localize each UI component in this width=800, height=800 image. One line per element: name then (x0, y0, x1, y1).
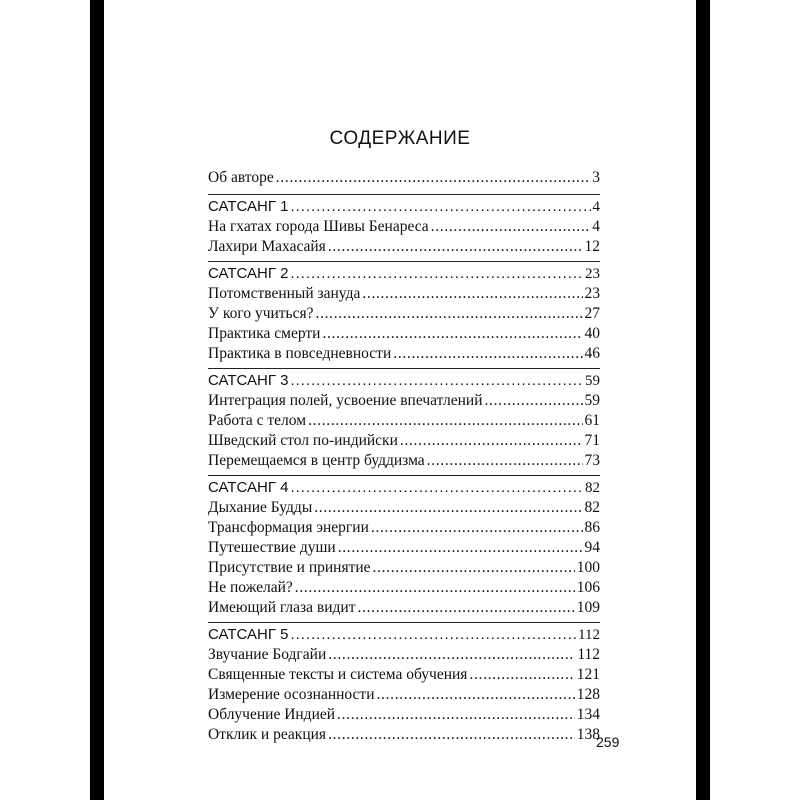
right-page-edge (696, 0, 710, 800)
toc-entry-page: 128 (576, 686, 600, 703)
dot-leader (290, 197, 590, 217)
toc-entry-page: 3 (592, 169, 600, 186)
toc-entry-page: 59 (584, 392, 600, 409)
toc-entry-page: 73 (584, 452, 600, 469)
toc-entry-page: 12 (584, 238, 600, 255)
dot-leader (358, 598, 575, 618)
dot-leader (362, 284, 582, 304)
toc-entry-page: 109 (576, 599, 600, 616)
toc-entry-page: 86 (584, 519, 600, 536)
toc-entry-label: Потомственный зануда (208, 285, 361, 302)
toc-entry-page: 94 (584, 539, 600, 556)
toc-entry-label: Трансформация энергии (208, 519, 369, 536)
dot-leader (328, 725, 575, 745)
toc-entry-label: Работа с телом (208, 412, 307, 429)
toc-entry-page: 82 (585, 480, 600, 496)
toc-entry-label: Облучение Индией (208, 706, 336, 723)
toc-entry-page: 46 (584, 345, 600, 362)
toc-entry-label: Дыхание Будды (208, 499, 313, 516)
dot-leader (295, 578, 575, 598)
toc-entry-page: 112 (578, 627, 600, 643)
dot-leader (290, 478, 583, 498)
toc-entry-intro (208, 168, 600, 188)
dot-leader (316, 304, 583, 324)
toc-entry-page: 71 (584, 432, 600, 449)
toc-entry-label: Практика в повседневности (208, 345, 392, 362)
dot-leader (485, 391, 583, 411)
dot-leader (393, 344, 582, 364)
dot-leader (308, 411, 582, 431)
dot-leader (400, 431, 583, 451)
dot-leader (328, 645, 575, 665)
toc-entry (208, 725, 600, 745)
toc-entry (208, 344, 600, 364)
toc-entry-page: 23 (585, 266, 600, 282)
dot-leader (377, 685, 575, 705)
toc-entry-label: САТСАНГ 1 (208, 198, 289, 215)
toc-entry-page: 100 (576, 559, 600, 576)
toc-entry-label: Священные тексты и система обучения (208, 666, 468, 683)
toc-entry-label: САТСАНГ 2 (208, 265, 289, 282)
toc-entry (208, 578, 600, 598)
toc-entry (208, 431, 600, 451)
toc-entry-label: САТСАНГ 3 (208, 372, 289, 389)
toc-entry (208, 645, 600, 665)
toc-entry (208, 705, 600, 725)
page-title: СОДЕРЖАНИЕ (329, 128, 471, 149)
toc-entry (208, 665, 600, 685)
dot-leader (322, 324, 582, 344)
toc-entry-page: 106 (576, 579, 600, 596)
toc-entry-label: У кого учиться? (208, 305, 314, 322)
toc-entry-label: САТСАНГ 5 (208, 626, 289, 643)
dot-leader (290, 371, 583, 391)
dot-leader (427, 451, 583, 471)
toc-entry (208, 518, 600, 538)
section-divider (208, 475, 600, 476)
toc-entry-label: Шведский стол по-индийски (208, 432, 398, 449)
section-divider (208, 622, 600, 623)
section-divider (208, 194, 600, 195)
section-heading (208, 478, 600, 498)
toc-entry-page: 59 (585, 373, 600, 389)
left-page-edge (90, 0, 104, 800)
toc-entry-label: Лахири Махасайя (208, 238, 326, 255)
toc-entry-label: Путешествие души (208, 539, 336, 556)
toc-entry (208, 284, 600, 304)
dot-leader (290, 625, 576, 645)
page-number: 259 (596, 734, 620, 750)
toc-entry-label: Отклик и реакция (208, 726, 327, 743)
toc-entry-page: 112 (577, 646, 600, 663)
toc-entry-label: САТСАНГ 4 (208, 479, 289, 496)
toc-entry (208, 598, 600, 618)
toc-entry-label: Не пожелай? (208, 579, 293, 596)
toc-entry-page: 134 (576, 706, 600, 723)
toc-entry-label: На гхатах города Шивы Бенареса (208, 218, 429, 235)
toc-entry-label: Звучание Бодгайи (208, 646, 327, 663)
toc-entry-label: Практика смерти (208, 325, 321, 342)
toc-entry-page: 27 (584, 305, 600, 322)
toc-entry (208, 237, 600, 257)
toc-entry (208, 558, 600, 578)
dot-leader (431, 217, 591, 237)
toc-entry-page: 121 (576, 666, 600, 683)
toc-entry (208, 411, 600, 431)
toc-entry (208, 391, 600, 411)
toc-entry-page: 23 (584, 285, 600, 302)
dot-leader (276, 168, 591, 188)
toc-entry-label: Интеграция полей, усвоение впечатлений (208, 392, 483, 409)
section-heading (208, 197, 600, 217)
toc-entry (208, 451, 600, 471)
toc-entry-page: 138 (576, 726, 600, 743)
dot-leader (337, 705, 575, 725)
table-of-contents (208, 168, 600, 745)
toc-entry-page: 4 (592, 218, 600, 235)
dot-leader (290, 264, 583, 284)
dot-leader (328, 237, 583, 257)
toc-entry (208, 304, 600, 324)
toc-entry (208, 217, 600, 237)
toc-entry (208, 685, 600, 705)
toc-entry (208, 538, 600, 558)
toc-entry-page: 4 (592, 199, 600, 215)
toc-entry-label: Об авторе (208, 169, 274, 186)
toc-entry-label: Перемещаемся в центр буддизма (208, 452, 425, 469)
dot-leader (314, 498, 582, 518)
dot-leader (338, 538, 583, 558)
toc-entry-label: Измерение осознанности (208, 686, 375, 703)
dot-leader (371, 518, 583, 538)
toc-entry (208, 498, 600, 518)
section-heading (208, 264, 600, 284)
section-divider (208, 261, 600, 262)
book-page (104, 0, 696, 800)
section-divider (208, 368, 600, 369)
toc-entry-page: 82 (584, 499, 600, 516)
toc-entry (208, 324, 600, 344)
dot-leader (373, 558, 575, 578)
toc-entry-label: Имеющий глаза видит (208, 599, 356, 616)
section-heading (208, 371, 600, 391)
toc-entry-page: 61 (584, 412, 600, 429)
toc-entry-label: Присутствие и принятие (208, 559, 371, 576)
section-heading (208, 625, 600, 645)
toc-entry-page: 40 (584, 325, 600, 342)
dot-leader (469, 665, 574, 685)
